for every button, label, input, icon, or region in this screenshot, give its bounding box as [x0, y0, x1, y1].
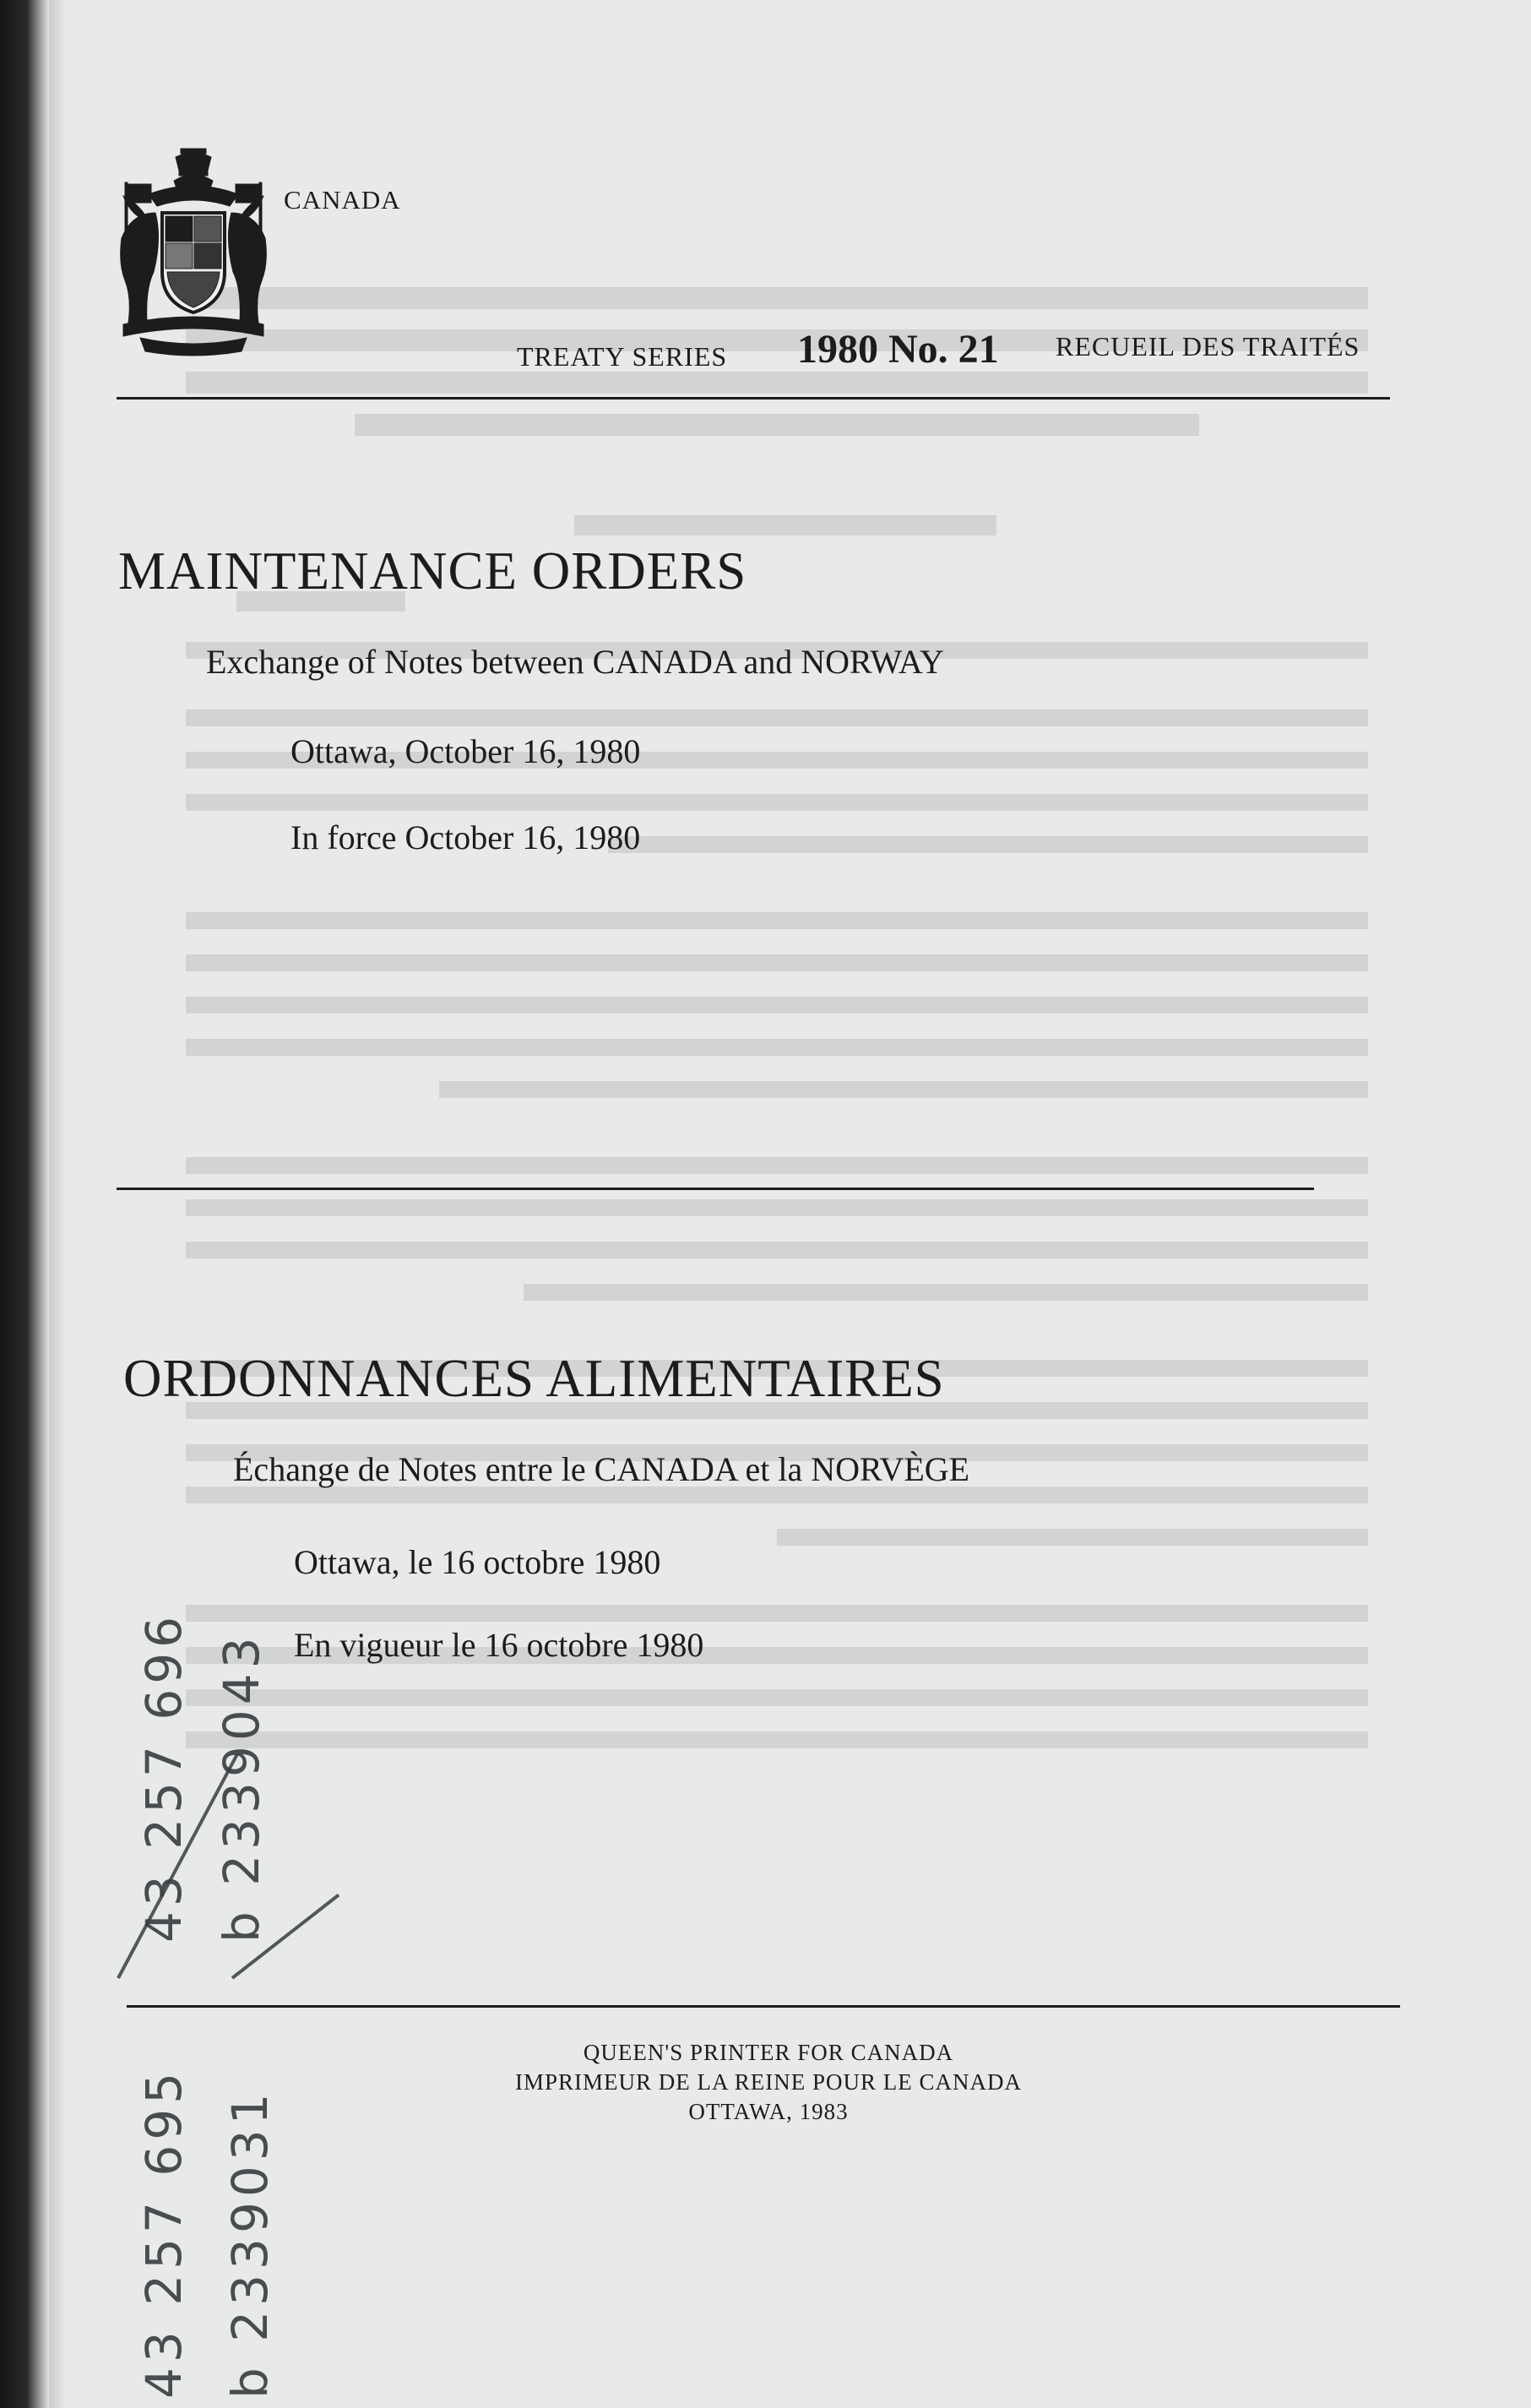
french-in-force: En vigueur le 16 octobre 1980 — [294, 1626, 704, 1664]
handwritten-number-3: 43 257 695 — [135, 2067, 193, 2399]
section-divider-rule — [117, 1188, 1314, 1190]
english-subtitle: Exchange of Notes between CANADA and NORWAY — [206, 643, 944, 681]
book-binding — [0, 0, 49, 2408]
country-label: CANADA — [284, 185, 401, 215]
imprint-line-3: OTTAWA, 1983 — [688, 2099, 849, 2124]
canada-coat-of-arms-icon — [115, 145, 272, 358]
english-in-force: In force October 16, 1980 — [290, 818, 641, 856]
imprint-line-1: QUEEN'S PRINTER FOR CANADA — [583, 2040, 954, 2065]
handwritten-number-4: b 2339031 — [221, 2088, 279, 2399]
english-title: MAINTENANCE ORDERS — [118, 541, 747, 601]
handwritten-number-2: b 2339043 — [213, 1632, 270, 1943]
printer-imprint — [456, 2038, 1081, 2127]
recueil-des-traites-label: RECUEIL DES TRAITÉS — [1056, 331, 1360, 361]
header-rule — [117, 397, 1390, 400]
handwritten-number-1: 43 257 696 — [135, 1611, 193, 1943]
imprint-line-2: IMPRIMEUR DE LA REINE POUR LE CANADA — [514, 2069, 1022, 2095]
series-number: 1980 No. 21 — [797, 327, 999, 372]
french-place-date: Ottawa, le 16 octobre 1980 — [294, 1543, 661, 1581]
french-subtitle: Échange de Notes entre le CANADA et la NORVÈGE — [233, 1450, 970, 1488]
page-edge-shadow — [49, 0, 66, 2408]
english-place-date: Ottawa, October 16, 1980 — [290, 732, 641, 770]
imprint-rule — [127, 2005, 1400, 2008]
treaty-series-label: TREATY SERIES — [517, 341, 728, 372]
french-title: ORDONNANCES ALIMENTAIRES — [123, 1349, 945, 1408]
